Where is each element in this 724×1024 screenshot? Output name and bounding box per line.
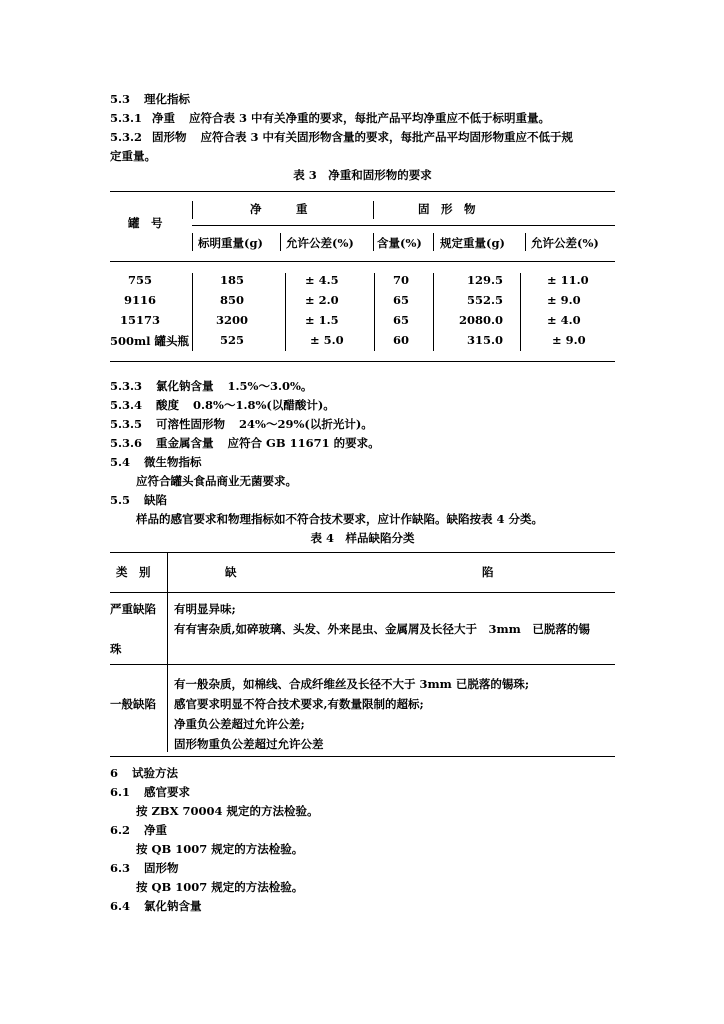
section-6-1: 6.1 感官要求 (110, 785, 191, 799)
section-6-1-text: 按 ZBX 70004 规定的方法检验。 (136, 804, 319, 818)
row-solid-pct: 70 (393, 273, 410, 287)
defect-item: 感官要求明显不符合技术要求,有数量限制的超标; (174, 697, 424, 711)
section-5-3-2-cont: 定重量。 (110, 149, 156, 163)
row-solid-tol: ± 11.0 (547, 273, 589, 287)
row-solid-pct: 65 (393, 313, 410, 327)
section-5-3-2: 5.3.2 固形物 应符合表 3 中有关固形物含量的要求，每批产品平均固形物重应不低于规 (110, 130, 574, 144)
section-5-3-3: 5.3.3 氯化钠含量 1.5%～3.0%。 (110, 379, 313, 393)
sub-header: 标明重量(g) (198, 236, 263, 250)
section-6: 6 试验方法 (110, 766, 179, 780)
section-5-4: 5.4 微生物指标 (110, 455, 202, 469)
document-page (110, 90, 615, 916)
section-5-3: 5.3 理化指标 (110, 92, 191, 106)
section-5-4-text: 应符合罐头食品商业无菌要求。 (136, 474, 297, 488)
row-solid-tol: ± 9.0 (552, 333, 586, 347)
row-net-tol: ± 1.5 (305, 313, 339, 327)
sub-header: 规定重量(g) (440, 236, 505, 250)
row-solid-req: 2080.0 (458, 313, 503, 327)
row-net: 3200 (215, 313, 248, 327)
table-3 (110, 187, 615, 377)
row-solid-req: 552.5 (466, 293, 503, 307)
header-category: 类 别 (116, 565, 151, 579)
defect-item: 有一般杂质，如棉线、合成纤维丝及长径不大于 3mm 已脱落的锡珠; (174, 677, 530, 691)
section-5-3-1: 5.3.1 净重 应符合表 3 中有关净重的要求，每批产品平均净重应不低于标明重量。 (110, 111, 551, 125)
section-6-4: 6.4 氯化钠含量 (110, 899, 202, 913)
row-solid-pct: 60 (393, 333, 410, 347)
row-net-tol: ± 4.5 (305, 273, 339, 287)
section-6-3: 6.3 固形物 (110, 861, 179, 875)
row-solid-tol: ± 4.0 (547, 313, 581, 327)
sub-header: 允许公差(%) (531, 236, 599, 250)
table-3-caption: 表 3 净重和固形物的要求 (293, 168, 432, 182)
defect-item: 净重负公差超过允许公差; (174, 717, 305, 731)
table-4 (110, 550, 615, 758)
section-6-2-text: 按 QB 1007 规定的方法检验。 (136, 842, 304, 856)
row-can: 500ml 罐头瓶 (110, 334, 190, 348)
sub-header: 含量(%) (377, 236, 422, 250)
header-defect: 缺 (225, 565, 237, 579)
serious-defect-label: 严重缺陷 (110, 602, 156, 616)
section-6-2: 6.2 净重 (110, 823, 168, 837)
row-net-tol: ± 2.0 (305, 293, 339, 307)
sub-header: 允许公差(%) (286, 236, 354, 250)
row-can: 755 (127, 273, 152, 287)
header-can-number: 罐 号 (128, 216, 163, 230)
defect-item: 固形物重负公差超过允许公差 (174, 737, 324, 751)
section-6-3-text: 按 QB 1007 规定的方法检验。 (136, 880, 304, 894)
section-5-5: 5.5 缺陷 (110, 493, 168, 507)
defect-item-cont: 珠 (110, 642, 122, 656)
header-solids: 固 形 物 (418, 202, 476, 216)
row-solid-req: 129.5 (466, 273, 503, 287)
row-net: 185 (219, 273, 244, 287)
section-5-5-text: 样品的感官要求和物理指标如不符合技术要求，应计作缺陷。缺陷按表 4 分类。 (136, 512, 544, 526)
header-net-weight: 净 重 (250, 202, 308, 216)
section-5-3-5: 5.3.5 可溶性固形物 24%～29%(以折光计)。 (110, 417, 373, 431)
header-defect: 陷 (482, 565, 494, 579)
row-net: 525 (219, 333, 244, 347)
row-solid-tol: ± 9.0 (547, 293, 581, 307)
row-solid-pct: 65 (393, 293, 410, 307)
row-solid-req: 315.0 (466, 333, 503, 347)
row-net-tol: ± 5.0 (310, 333, 344, 347)
general-defect-label: 一般缺陷 (110, 697, 156, 711)
row-net: 850 (219, 293, 244, 307)
defect-item: 有有害杂质,如碎玻璃、头发、外来昆虫、金属屑及长径大于 3mm 已脱落的锡 (174, 622, 590, 636)
defect-item: 有明显异味; (174, 602, 236, 616)
section-5-3-4: 5.3.4 酸度 0.8%～1.8%(以醋酸计)。 (110, 398, 335, 412)
row-can: 9116 (123, 293, 156, 307)
row-can: 15173 (119, 313, 160, 327)
section-5-3-6: 5.3.6 重金属含量 应符合 GB 11671 的要求。 (110, 436, 380, 450)
table-4-caption: 表 4 样品缺陷分类 (310, 531, 415, 545)
